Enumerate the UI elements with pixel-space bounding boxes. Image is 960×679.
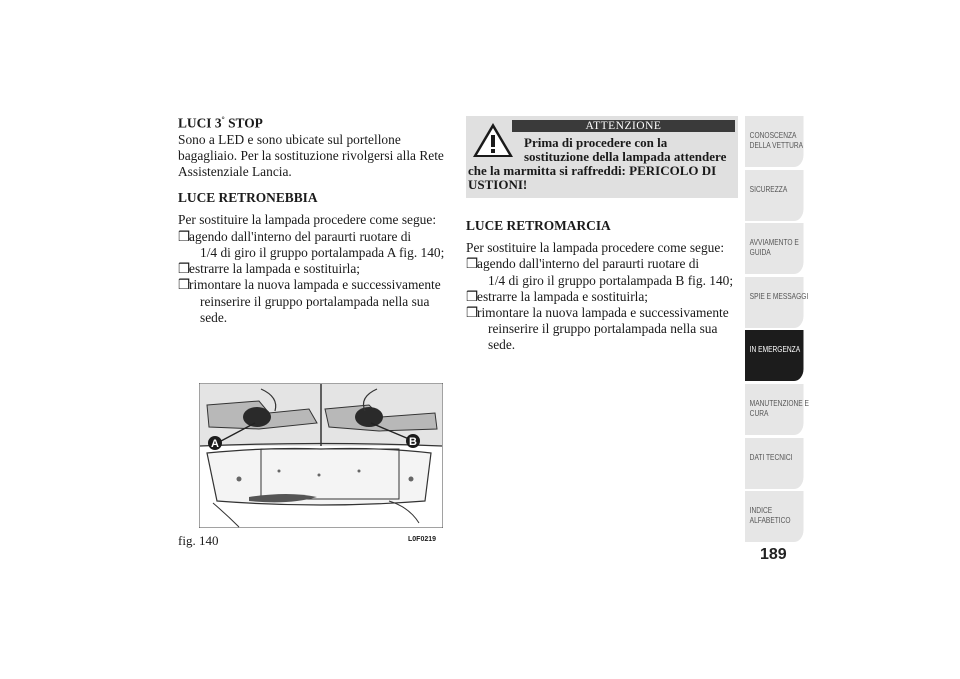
tab-dati-tecnici[interactable]: DATI TECNICI <box>745 438 804 489</box>
tab-sicurezza[interactable]: SICUREZZA <box>745 170 804 221</box>
warning-text: Prima di procedere con la sostituzione della lampada attendere <box>524 135 727 164</box>
page-number: 189 <box>760 546 787 563</box>
paragraph: Per sostituire la lampada procedere come segue: <box>178 212 437 228</box>
list-item: ❒estrarre la lampada e sostituirla; <box>466 288 649 304</box>
section-title-third-stop: LUCI 3° STOP <box>178 115 263 131</box>
paragraph: Sono a LED e sono ubicate sul portellone bagagliaio. Per la sostituzione rivolgersi alla Rete Assistenziale Lancia. <box>178 131 444 180</box>
paragraph: Per sostituire la lampada procedere come segue: <box>466 240 725 256</box>
list-item: ❒agendo dall'interno del paraurti ruotare di 1/4 di giro il gruppo portalampada A fig. 140; <box>178 228 445 260</box>
tab-conoscenza[interactable]: CONOSCENZA DELLA VETTURA <box>745 116 804 167</box>
warning-title: ATTENZIONE <box>512 120 735 132</box>
tab-indice[interactable]: INDICE ALFABETICO <box>745 491 804 542</box>
chapter-tabs <box>745 116 820 545</box>
tab-manutenzione[interactable]: MANUTENZIONE E CURA <box>745 384 804 435</box>
section-title-fog-light: LUCE RETRONEBBIA <box>178 190 318 206</box>
tab-avviamento[interactable]: AVVIAMENTO E GUIDA <box>745 223 804 274</box>
tab-spie-messaggi[interactable]: SPIE E MESSAGGI <box>745 277 804 328</box>
section-title-reverse-light: LUCE RETROMARCIA <box>466 218 611 233</box>
right-column <box>466 218 738 354</box>
figure-code: L0F0219 <box>408 536 437 543</box>
figure-caption: fig. 140 <box>178 533 219 548</box>
list-item: ❒rimontare la nuova lampada e successivamente reinserire il gruppo portalampada nella sua sede. <box>466 305 729 353</box>
tab-in-emergenza[interactable]: IN EMERGENZA <box>745 330 804 381</box>
warning-box <box>466 116 738 198</box>
bumper-illustration <box>199 383 443 528</box>
warning-text: che la marmitta si raffreddi: PERICOLO DI USTIONI! <box>468 163 717 192</box>
left-column <box>178 112 450 326</box>
list-item: ❒estrarre la lampada e sostituirla; <box>178 261 361 277</box>
warning-triangle-icon <box>472 122 514 158</box>
list-item: ❒rimontare la nuova lampada e successivamente reinserire il gruppo portalampada nella sua sede. <box>178 277 441 325</box>
figure-label-a: A <box>211 438 219 450</box>
list-item: ❒agendo dall'interno del paraurti ruotare di 1/4 di giro il gruppo portalampada B fig. 140; <box>466 256 734 288</box>
figure-label-b: B <box>409 436 417 448</box>
